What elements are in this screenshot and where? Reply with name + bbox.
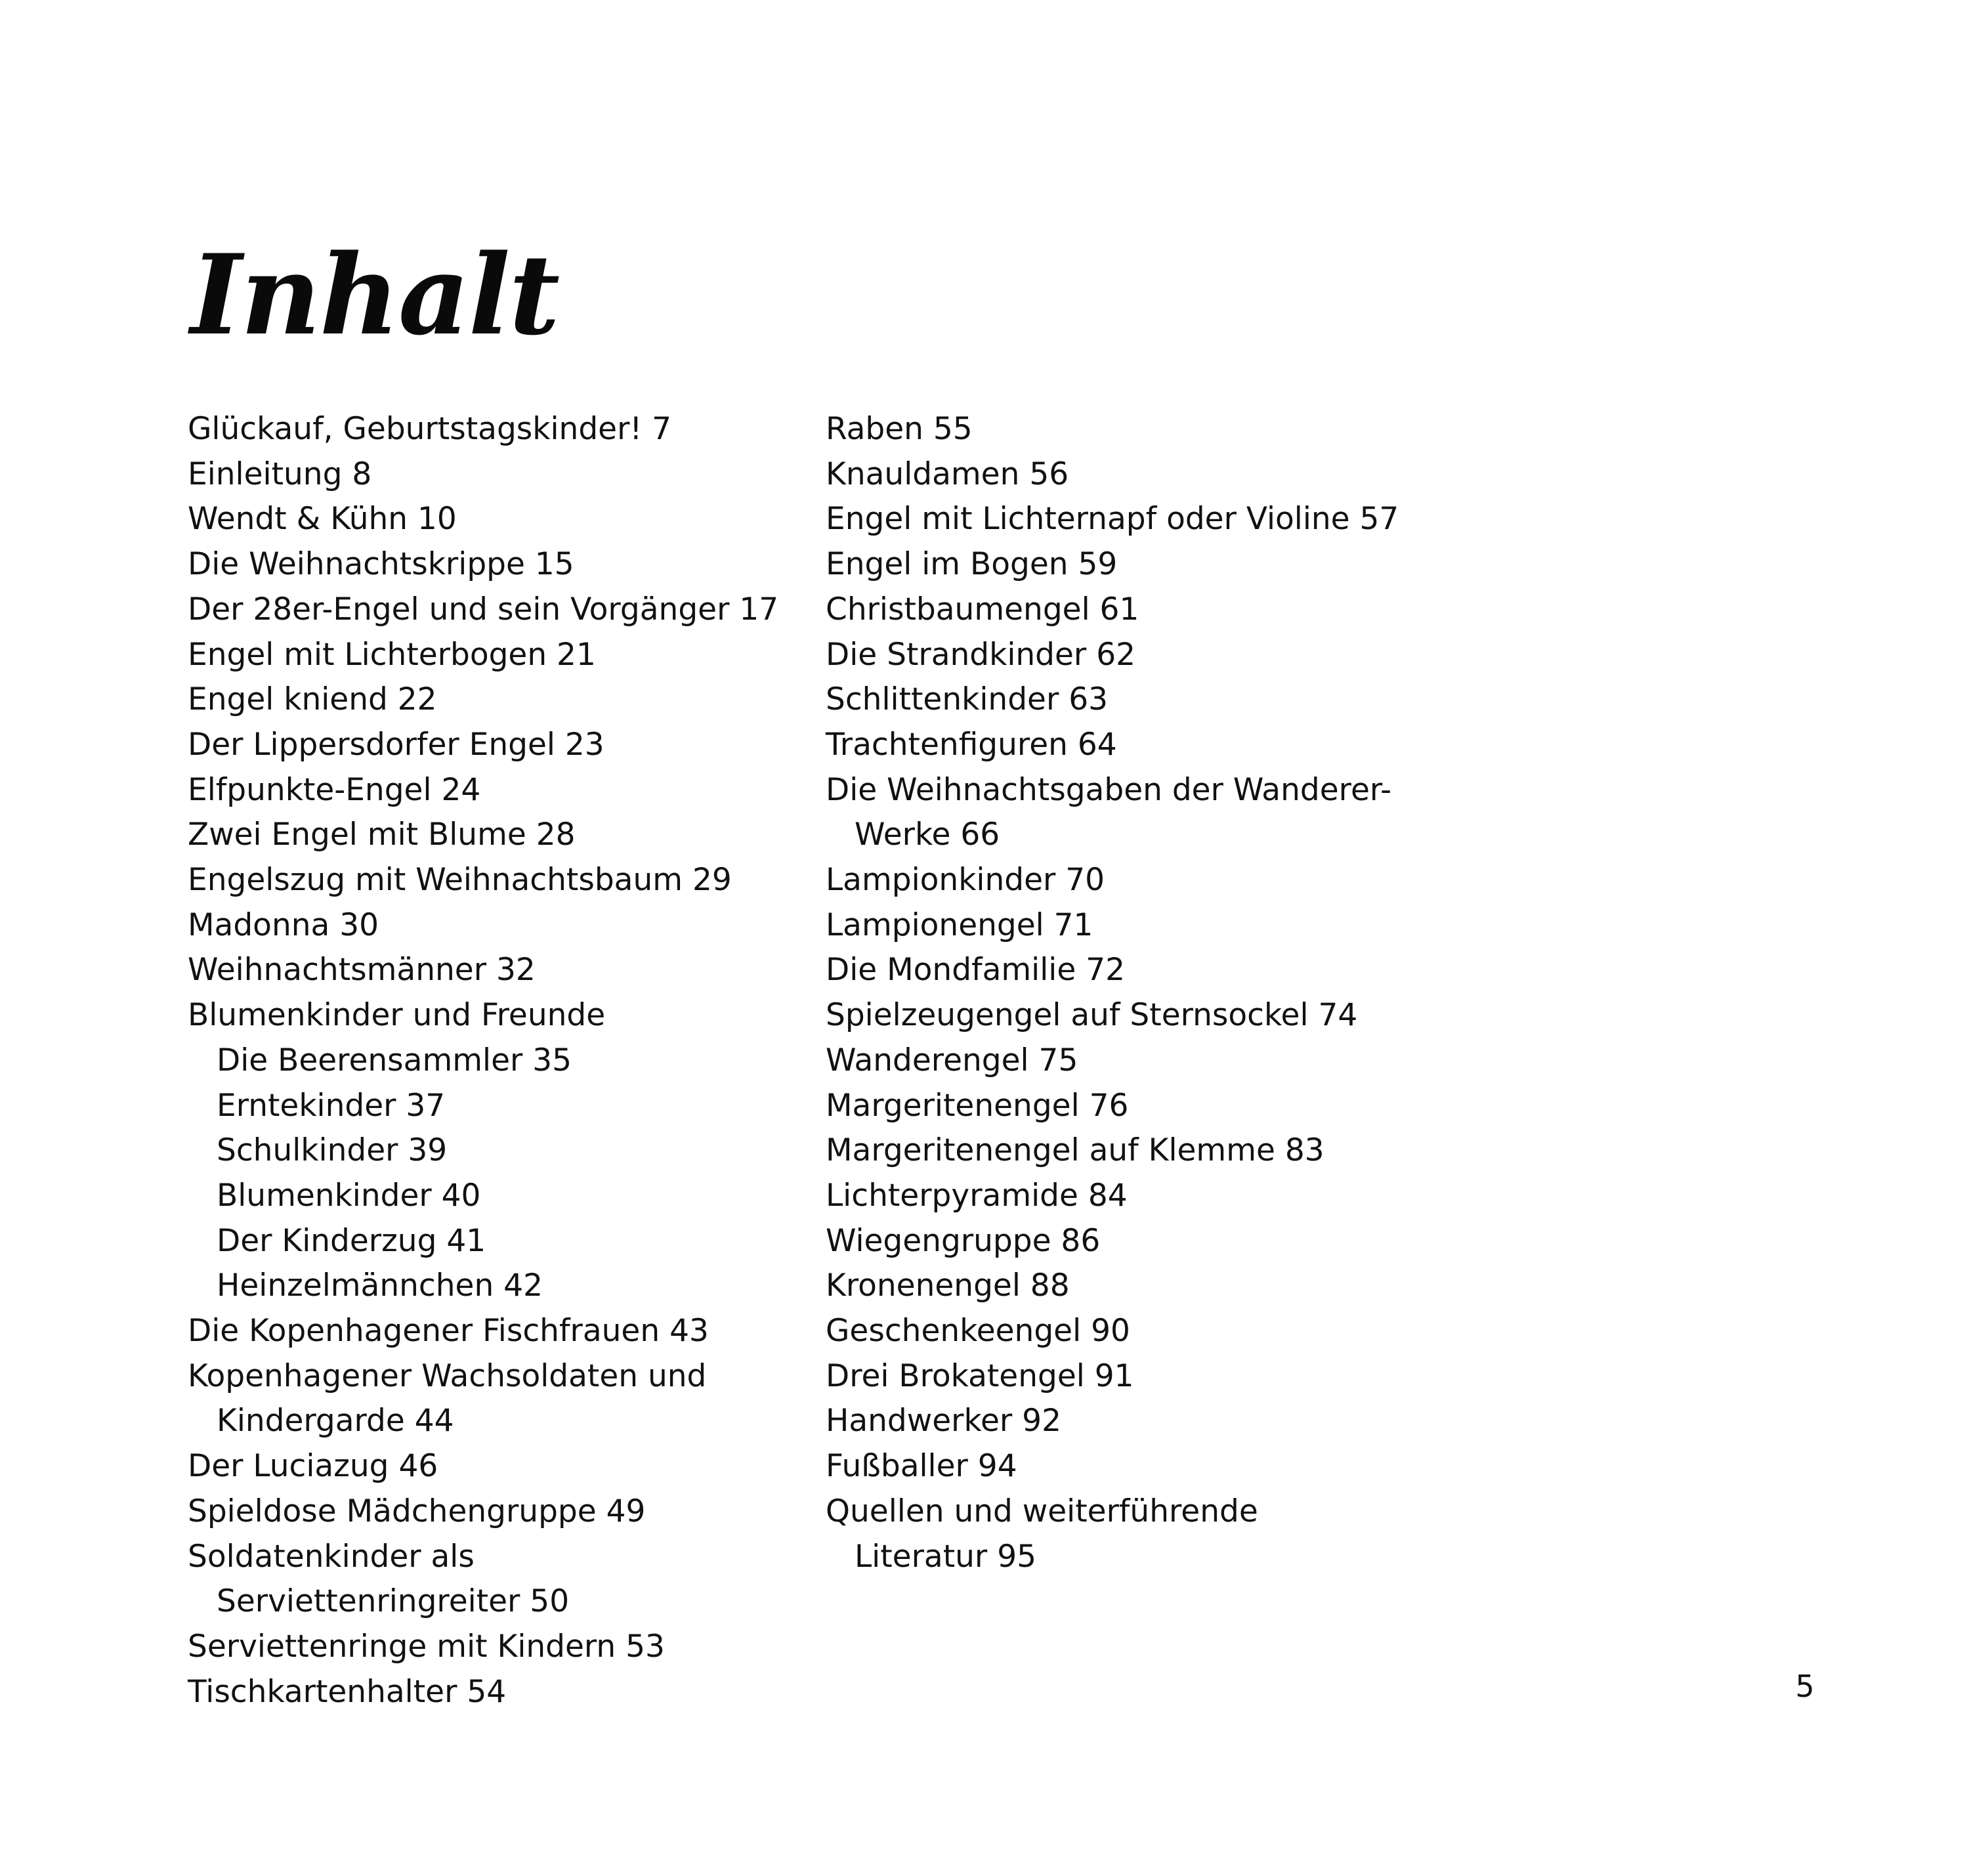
- toc-entry-text: Quellen und weiterführende: [826, 1493, 1258, 1529]
- toc-entry-text: Erntekinder 37: [217, 1087, 446, 1124]
- page-title: Inhalt: [190, 229, 559, 360]
- toc-right-column: [826, 407, 1399, 1579]
- toc-entry-text: Einleitung 8: [188, 456, 372, 492]
- toc-entry-text: Wiegengruppe 86: [826, 1222, 1101, 1259]
- toc-entry-text: Zwei Engel mit Blume 28: [188, 817, 576, 853]
- toc-entry: [188, 1309, 778, 1354]
- toc-entry-text: Geschenkeengel 90: [826, 1313, 1130, 1350]
- toc-entry-text: Drei Brokatengel 91: [826, 1357, 1134, 1394]
- toc-entry-text: Lampionkinder 70: [826, 862, 1105, 899]
- toc-entry-text: Heinzelmännchen 42: [217, 1268, 543, 1304]
- toc-entry-text: Schulkinder 39: [217, 1132, 448, 1169]
- toc-entry-text: Glückauf, Geburtstagskinder! 7: [188, 411, 672, 447]
- toc-entry-text: Engelszug mit Weihnachtsbaum 29: [188, 862, 732, 899]
- toc-entry: [826, 723, 1399, 768]
- toc-entry: [188, 813, 778, 858]
- toc-entry: [826, 768, 1399, 858]
- toc-entry: [188, 1084, 778, 1129]
- toc-entry-text: Engel mit Lichterbogen 21: [188, 636, 596, 673]
- toc-entry: [188, 1625, 778, 1670]
- toc-entry: [188, 1038, 778, 1084]
- toc-entry-text: Tischkartenhalter 54: [188, 1673, 507, 1710]
- toc-entry-text: Engel mit Lichternapf oder Violine 57: [826, 501, 1399, 538]
- page-number: 5: [1795, 1669, 1815, 1704]
- toc-entry-text: Soldatenkinder als: [188, 1538, 475, 1575]
- toc-entry-continuation: Serviettenringreiter 50: [217, 1583, 570, 1620]
- toc-entry-text: Der 28er-Engel und sein Vorgänger 17: [188, 591, 779, 628]
- toc-entry-text: Lampionengel 71: [826, 906, 1093, 943]
- toc-left-column: [188, 407, 778, 1715]
- toc-entry-continuation: Kindergarde 44: [217, 1403, 454, 1439]
- toc-entry: [188, 587, 778, 633]
- toc-entry-text: Margeritenengel auf Klemme 83: [826, 1132, 1324, 1169]
- toc-entry: [188, 452, 778, 498]
- toc-entry-continuation: Literatur 95: [855, 1538, 1036, 1575]
- toc-entry-text: Raben 55: [826, 411, 973, 447]
- toc-entry-text: Trachtenfiguren 64: [826, 726, 1117, 763]
- toc-entry: [826, 1128, 1399, 1174]
- toc-entry: [826, 633, 1399, 678]
- toc-entry: [188, 633, 778, 678]
- toc-entry-text: Engel im Bogen 59: [826, 546, 1118, 583]
- toc-entry-text: Der Luciazug 46: [188, 1448, 438, 1485]
- toc-entry-text: Die Weihnachtskrippe 15: [188, 546, 574, 583]
- toc-entry-text: Spielzeugengel auf Sternsockel 74: [826, 997, 1358, 1034]
- toc-entry-text: Knauldamen 56: [826, 456, 1069, 492]
- toc-entry: [188, 858, 778, 903]
- toc-entry: [826, 452, 1399, 498]
- toc-entry: [826, 1264, 1399, 1309]
- toc-entry-text: Kronenengel 88: [826, 1268, 1070, 1304]
- toc-entry: [188, 1128, 778, 1174]
- toc-entry: [188, 1444, 778, 1489]
- toc-entry: [826, 1038, 1399, 1084]
- toc-entry: [188, 768, 778, 813]
- toc-entry: [188, 1489, 778, 1535]
- toc-entry-text: Der Kinderzug 41: [217, 1222, 486, 1259]
- toc-entry: [188, 1219, 778, 1264]
- toc-entry-text: Die Mondfamilie 72: [826, 952, 1126, 989]
- toc-entry-text: Die Weihnachtsgaben der Wanderer-: [826, 771, 1392, 808]
- toc-entry: [826, 1219, 1399, 1264]
- toc-entry: [826, 1444, 1399, 1489]
- toc-entry: [826, 542, 1399, 587]
- toc-entry: [826, 948, 1399, 993]
- toc-entry-text: Die Kopenhagener Fischfrauen 43: [188, 1313, 709, 1350]
- toc-entry: [826, 1354, 1399, 1399]
- toc-entry: [188, 723, 778, 768]
- toc-entry: [188, 948, 778, 993]
- toc-entry-text: Handwerker 92: [826, 1403, 1061, 1439]
- toc-entry: [826, 1399, 1399, 1444]
- toc-entry: [188, 1264, 778, 1309]
- toc-entry-text: Wendt & Kühn 10: [188, 501, 457, 538]
- toc-entry: [188, 1535, 778, 1625]
- toc-entry: [188, 407, 778, 452]
- toc-entry: [826, 587, 1399, 633]
- toc-entry: [188, 497, 778, 542]
- toc-entry: [826, 903, 1399, 949]
- toc-entry: [826, 407, 1399, 452]
- toc-entry-text: Engel kniend 22: [188, 681, 437, 718]
- toc-entry-text: Christbaumengel 61: [826, 591, 1139, 628]
- toc-entry: [826, 858, 1399, 903]
- toc-entry: [188, 542, 778, 587]
- toc-entry: [188, 1670, 778, 1715]
- toc-entry-text: Blumenkinder und Freunde: [188, 997, 606, 1034]
- toc-entry: [826, 1174, 1399, 1219]
- toc-entry-text: Fußballer 94: [826, 1448, 1017, 1485]
- toc-entry-text: Schlittenkinder 63: [826, 681, 1109, 718]
- toc-entry-text: Weihnachtsmänner 32: [188, 952, 536, 989]
- toc-entry-text: Der Lippersdorfer Engel 23: [188, 726, 604, 763]
- toc-entry-text: Lichterpyramide 84: [826, 1177, 1128, 1214]
- toc-entry-text: Wanderengel 75: [826, 1042, 1078, 1078]
- toc-entry: [188, 993, 778, 1038]
- toc-entry: [188, 1354, 778, 1444]
- toc-entry: [826, 497, 1399, 542]
- toc-entry-continuation: Werke 66: [855, 817, 1000, 853]
- toc-entry: [826, 993, 1399, 1038]
- toc-entry: [188, 903, 778, 949]
- toc-entry: [188, 677, 778, 723]
- toc-entry-text: Margeritenengel 76: [826, 1087, 1129, 1124]
- toc-entry-text: Kopenhagener Wachsoldaten und: [188, 1357, 707, 1394]
- toc-entry: [826, 1309, 1399, 1354]
- toc-entry-text: Die Strandkinder 62: [826, 636, 1135, 673]
- toc-entry-text: Elfpunkte-Engel 24: [188, 771, 481, 808]
- toc-entry: [826, 677, 1399, 723]
- toc-entry-text: Madonna 30: [188, 906, 379, 943]
- toc-entry: [826, 1084, 1399, 1129]
- toc-entry-text: Spieldose Mädchengruppe 49: [188, 1493, 646, 1529]
- toc-entry: [188, 1174, 778, 1219]
- toc-entry: [826, 1489, 1399, 1579]
- toc-entry-text: Serviettenringe mit Kindern 53: [188, 1628, 665, 1665]
- toc-entry-text: Die Beerensammler 35: [217, 1042, 572, 1078]
- toc-entry-text: Blumenkinder 40: [217, 1177, 481, 1214]
